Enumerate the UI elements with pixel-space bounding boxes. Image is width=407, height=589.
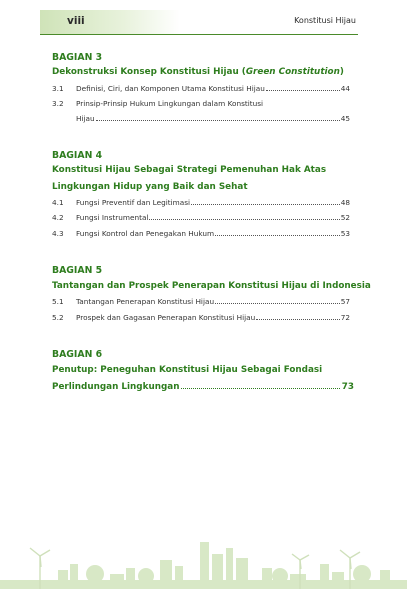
section-title-3: Dekonstruksi Konsep Konstitusi Hijau (Green Constitution) [52,67,344,77]
toc-entry-3-2[interactable]: 3.2 Prinsip-Prinsip Hukum Lingkungan dalam Konstitusi [52,99,264,108]
skyline-buildings [0,542,407,589]
section-title-6-line1: Penutup: Peneguhan Konstitusi Hijau Sebagai Fondasi [52,365,323,375]
toc-entry-5-1[interactable]: 5.1 Tantangan Penerapan Konstitusi Hijau 57 [52,297,350,306]
toc-entry-4-2[interactable]: 4.2 Fungsi Instrumental 52 [52,213,350,222]
section-title-4-line1: Konstitusi Hijau Sebagai Strategi Pemenuhan Hak Atas [52,165,327,175]
toc-entry-5-2[interactable]: 5.2 Prospek dan Gagasan Penerapan Konstitusi Hijau 72 [52,313,350,322]
section-label-5: BAGIAN 5 [52,265,103,276]
section-title-4-line2: Lingkungan Hidup yang Baik dan Sehat [52,182,248,192]
running-title: Konstitusi Hijau [294,16,356,25]
toc-entry-3-2-continued[interactable]: Hijau 45 [76,114,350,123]
toc-entry-6-title-line2[interactable]: Perlindungan Lingkungan 73 [52,382,354,392]
toc-entry-4-1[interactable]: 4.1 Fungsi Preventif dan Legitimasi 48 [52,198,350,207]
section-label-6: BAGIAN 6 [52,349,103,360]
green-city-skyline-illustration [0,530,407,589]
section-title-5: Tantangan dan Prospek Penerapan Konstitusi Hijau di Indonesia [52,281,371,291]
section-label-4: BAGIAN 4 [52,150,103,161]
section-label-3: BAGIAN 3 [52,52,103,63]
toc-entry-3-1[interactable]: 3.1 Definisi, Ciri, dan Komponen Utama Konstitusi Hijau 44 [52,84,350,93]
toc-entry-4-3[interactable]: 4.3 Fungsi Kontrol dan Penegakan Hukum 53 [52,229,350,238]
page-number: viii [67,15,85,27]
page-header [40,10,358,36]
